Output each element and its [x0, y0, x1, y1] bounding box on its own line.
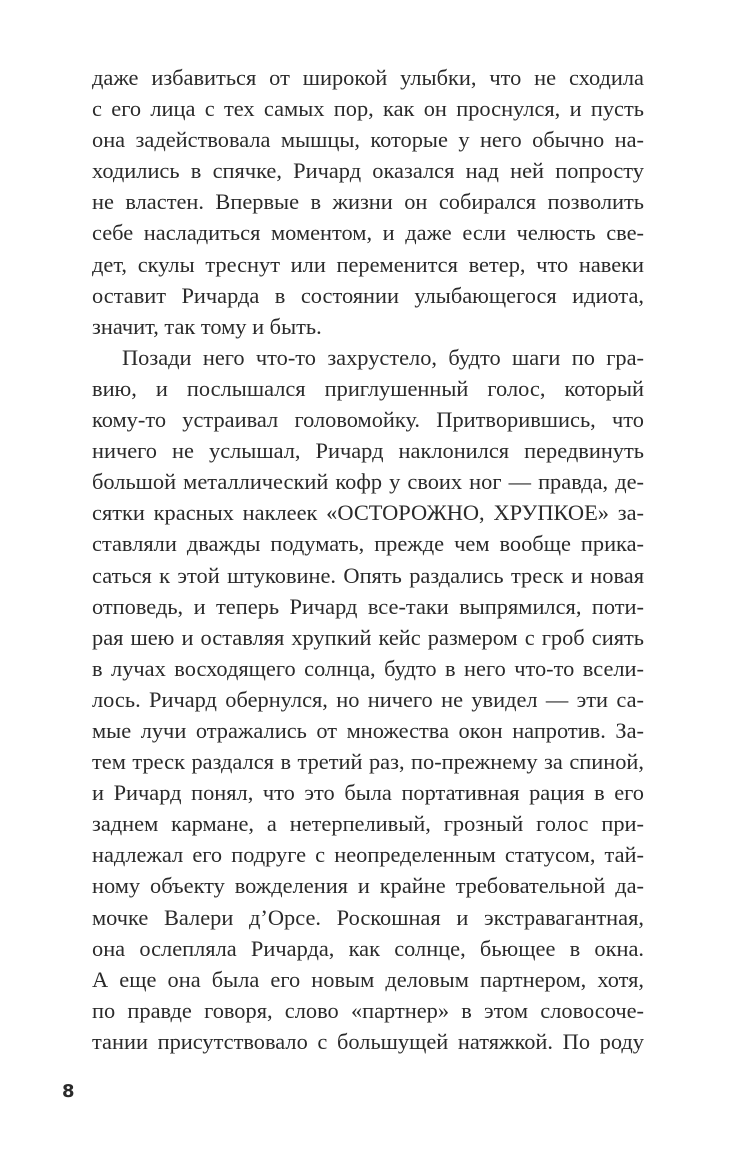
text-line: ходились в спячке, Ричард оказался над ней попросту [92, 158, 644, 184]
text-line: тании присутствовало с большущей натяжкой. По роду [92, 1028, 644, 1054]
text-line: лось. Ричард обернулся, но ничего не увидел — эти са- [92, 686, 644, 712]
text-line: значит, так тому и быть. [92, 313, 322, 339]
text-line: в лучах восходящего солнца, будто в него что-то всели- [92, 655, 644, 681]
text-line: большой металлический кофр у своих ног — правда, де- [92, 469, 644, 495]
text-line: она ослепляла Ричарда, как солнце, бьющее в окна. [92, 935, 644, 961]
text-line: мочке Валери д’Орсе. Роскошная и экстравагантная, [92, 904, 644, 930]
paragraph-1 [92, 62, 644, 342]
text-line: Позади него что-то захрустело, будто шаги по гра- [122, 344, 644, 370]
text-line: надлежал его подруге с неопределенным статусом, тай- [92, 842, 644, 868]
text-line: оставит Ричарда в состоянии улыбающегося идиота, [92, 282, 644, 308]
text-line: заднем кармане, а нетерпеливый, грозный голос при- [92, 811, 644, 837]
text-line: А еще она была его новым деловым партнером, хотя, [92, 966, 644, 992]
text-line: ставляли дважды подумать, прежде чем вообще прика- [92, 531, 644, 557]
text-line: по правде говоря, слово «партнер» в этом словосоче- [92, 997, 644, 1023]
text-line: даже избавиться от широкой улыбки, что не сходила [92, 65, 644, 90]
text-line: она задействовала мышцы, которые у него обычно на- [92, 127, 644, 153]
text-line: отповедь, и теперь Ричард все-таки выпрямился, поти- [92, 593, 644, 619]
text-line: тем треск раздался в третий раз, по-прежнему за спиной, [92, 749, 644, 775]
text-line: вию, и послышался приглушенный голос, который [92, 375, 644, 401]
text-line: кому-то устраивал головомойку. Притворившись, что [92, 407, 644, 433]
text-line: саться к этой штуковине. Опять раздались треск и новая [92, 562, 644, 588]
text-line: себе насладиться моментом, и даже если челюсть све- [92, 220, 644, 246]
text-line: не властен. Впервые в жизни он собирался позволить [92, 189, 644, 215]
text-line: с его лица с тех самых пор, как он проснулся, и пусть [92, 96, 644, 122]
text-line: ничего не услышал, Ричард наклонился передвинуть [92, 438, 644, 464]
text-line: дет, скулы треснут или переменится ветер, что навеки [92, 251, 644, 277]
body-text [92, 62, 644, 1057]
page-number: 8 [62, 1081, 75, 1102]
text-line: рая шею и оставляя хрупкий кейс размером с гроб сиять [92, 624, 644, 650]
paragraph-2 [92, 342, 644, 1057]
text-line: мые лучи отражались от множества окон напротив. За- [92, 717, 644, 743]
text-line: сятки красных наклеек «ОСТОРОЖНО, ХРУПКОЕ» за- [92, 500, 644, 526]
text-line: ному объекту вожделения и крайне требовательной да- [92, 873, 644, 899]
text-line: и Ричард понял, что это была портативная рация в его [92, 780, 644, 806]
